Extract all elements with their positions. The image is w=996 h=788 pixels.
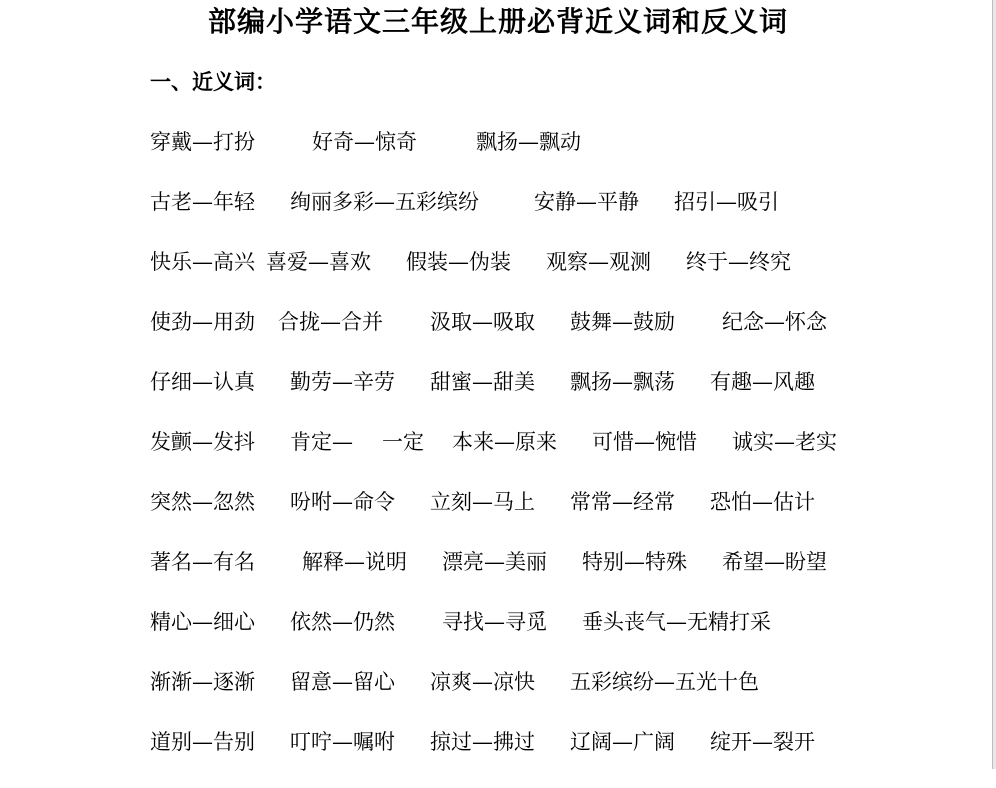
word-row [150,428,970,488]
word-row [150,308,970,368]
word-pair: 留意—留心 [290,670,395,694]
word-row [150,248,970,308]
word-row [150,548,970,608]
word-pair: 常常—经常 [570,490,675,514]
word-pair: 飘扬—飘荡 [570,370,675,394]
word-pair: 漂亮—美丽 [442,550,547,574]
word-pair: 五彩缤纷—五光十色 [570,670,759,694]
word-pair: 好奇—惊奇 [312,130,417,154]
word-pair: 一定 [382,430,424,454]
word-pair: 使劲—用劲 [150,310,255,334]
section-heading-synonyms: 一、近义词： [150,69,276,94]
word-row [150,488,970,548]
word-pair: 飘扬—飘动 [476,130,581,154]
word-pair: 可惜—惋惜 [592,430,697,454]
word-pair: 掠过—拂过 [430,730,535,754]
word-pair: 勤劳—辛劳 [290,370,395,394]
word-pair: 道别—告别 [150,730,255,754]
word-row [150,188,970,248]
word-pair: 观察—观测 [546,250,651,274]
word-pair: 纪念—怀念 [722,310,827,334]
word-pair: 希望—盼望 [722,550,827,574]
page-edge [992,0,996,769]
word-row [150,608,970,668]
word-pair: 鼓舞—鼓励 [570,310,675,334]
word-pair: 垂头丧气—无精打采 [582,610,771,634]
word-pair: 特别—特殊 [582,550,687,574]
word-pair: 叮咛—嘱咐 [290,730,395,754]
word-pair: 甜蜜—甜美 [430,370,535,394]
word-pair: 吩咐—命令 [290,490,395,514]
word-pair: 立刻—马上 [430,490,535,514]
word-pair: 肯定— [290,430,353,454]
word-pair: 辽阔—广阔 [570,730,675,754]
word-pair: 发颤—发抖 [150,430,255,454]
word-pair: 精心—细心 [150,610,255,634]
word-pair: 恐怕—估计 [710,490,815,514]
word-pair: 穿戴—打扮 [150,130,255,154]
word-pair: 著名—有名 [150,550,255,574]
word-pair: 汲取—吸取 [430,310,535,334]
word-pair: 终于—终究 [686,250,791,274]
word-pair: 仔细—认真 [150,370,255,394]
word-pair: 招引—吸引 [674,190,779,214]
word-row [150,128,970,188]
word-pair: 快乐—高兴 [150,250,255,274]
word-pair: 古老—年轻 [150,190,255,214]
word-pair: 绚丽多彩—五彩缤纷 [290,190,479,214]
document-title: 部编小学语文三年级上册必背近义词和反义词 [207,5,788,38]
word-row [150,668,970,728]
word-pair: 依然—仍然 [290,610,395,634]
word-pair: 解释—说明 [302,550,407,574]
word-pair: 合拢—合并 [278,310,383,334]
word-row [150,368,970,428]
word-pair: 凉爽—凉快 [430,670,535,694]
word-pair: 诚实—老实 [732,430,837,454]
word-pair: 突然—忽然 [150,490,255,514]
word-pair: 安静—平静 [534,190,639,214]
word-pair: 绽开—裂开 [710,730,815,754]
word-pair: 有趣—风趣 [710,370,815,394]
word-row [150,728,970,788]
synonym-list [150,128,970,788]
word-pair: 喜爱—喜欢 [266,250,371,274]
word-pair: 渐渐—逐渐 [150,670,255,694]
word-pair: 本来—原来 [452,430,557,454]
word-pair: 假装—伪装 [406,250,511,274]
word-pair: 寻找—寻觅 [442,610,547,634]
